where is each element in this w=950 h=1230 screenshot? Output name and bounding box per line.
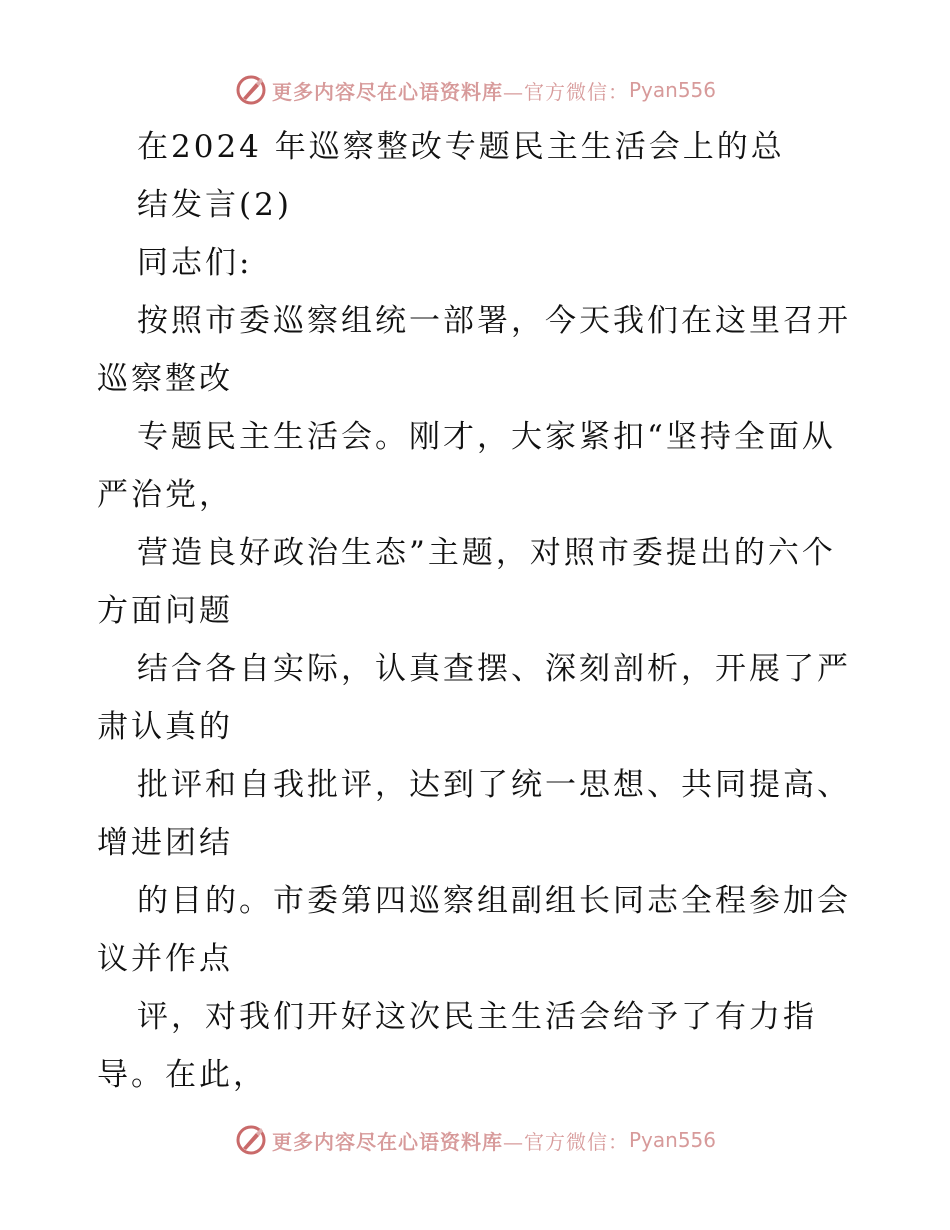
paragraph-line-wrap: 增进团结 (97, 825, 233, 861)
footer-wechat-id: Pyan556 (628, 1128, 716, 1152)
pen-logo-icon (234, 1123, 268, 1157)
header-wechat-id: Pyan556 (628, 78, 716, 102)
header-brand-text: 更多内容尽在心语资料库 (271, 79, 503, 104)
salutation: 同志们: (137, 245, 253, 281)
paragraph-line: 专题民主生活会。刚才，大家紧扣“坚持全面从 (137, 419, 836, 455)
document-title-line-2: 结发言(2) (137, 187, 292, 223)
footer-wechat-label: —官方微信： (502, 1129, 629, 1154)
paragraph-line-wrap: 议并作点 (97, 941, 233, 977)
document-title-line-1: 在2024 年巡察整改专题民主生活会上的总 (137, 129, 785, 165)
footer-brand-text: 更多内容尽在心语资料库 (271, 1129, 503, 1154)
paragraph-line: 批评和自我批评，达到了统一思想、共同提高、 (137, 767, 851, 803)
paragraph-line: 营造良好政治生态”主题，对照市委提出的六个 (137, 535, 836, 571)
footer-watermark-banner (0, 1120, 950, 1160)
paragraph-line-wrap: 导。在此， (97, 1057, 267, 1093)
paragraph-line: 按照市委巡察组统一部署，今天我们在这里召开 (137, 303, 851, 339)
paragraph-line-wrap: 严治党， (97, 477, 233, 513)
pen-logo-icon (234, 73, 268, 107)
paragraph-line: 的目的。市委第四巡察组副组长同志全程参加会 (137, 883, 851, 919)
paragraph-line: 评，对我们开好这次民主生活会给予了有力指 (137, 999, 817, 1035)
paragraph-line-wrap: 肃认真的 (97, 709, 233, 745)
document-body (97, 118, 887, 1104)
header-wechat-label: —官方微信： (502, 79, 629, 104)
header-watermark-banner (0, 70, 950, 110)
paragraph-line: 结合各自实际，认真查摆、深刻剖析，开展了严 (137, 651, 851, 687)
paragraph-line-wrap: 方面问题 (97, 593, 233, 629)
paragraph-line-wrap: 巡察整改 (97, 361, 233, 397)
